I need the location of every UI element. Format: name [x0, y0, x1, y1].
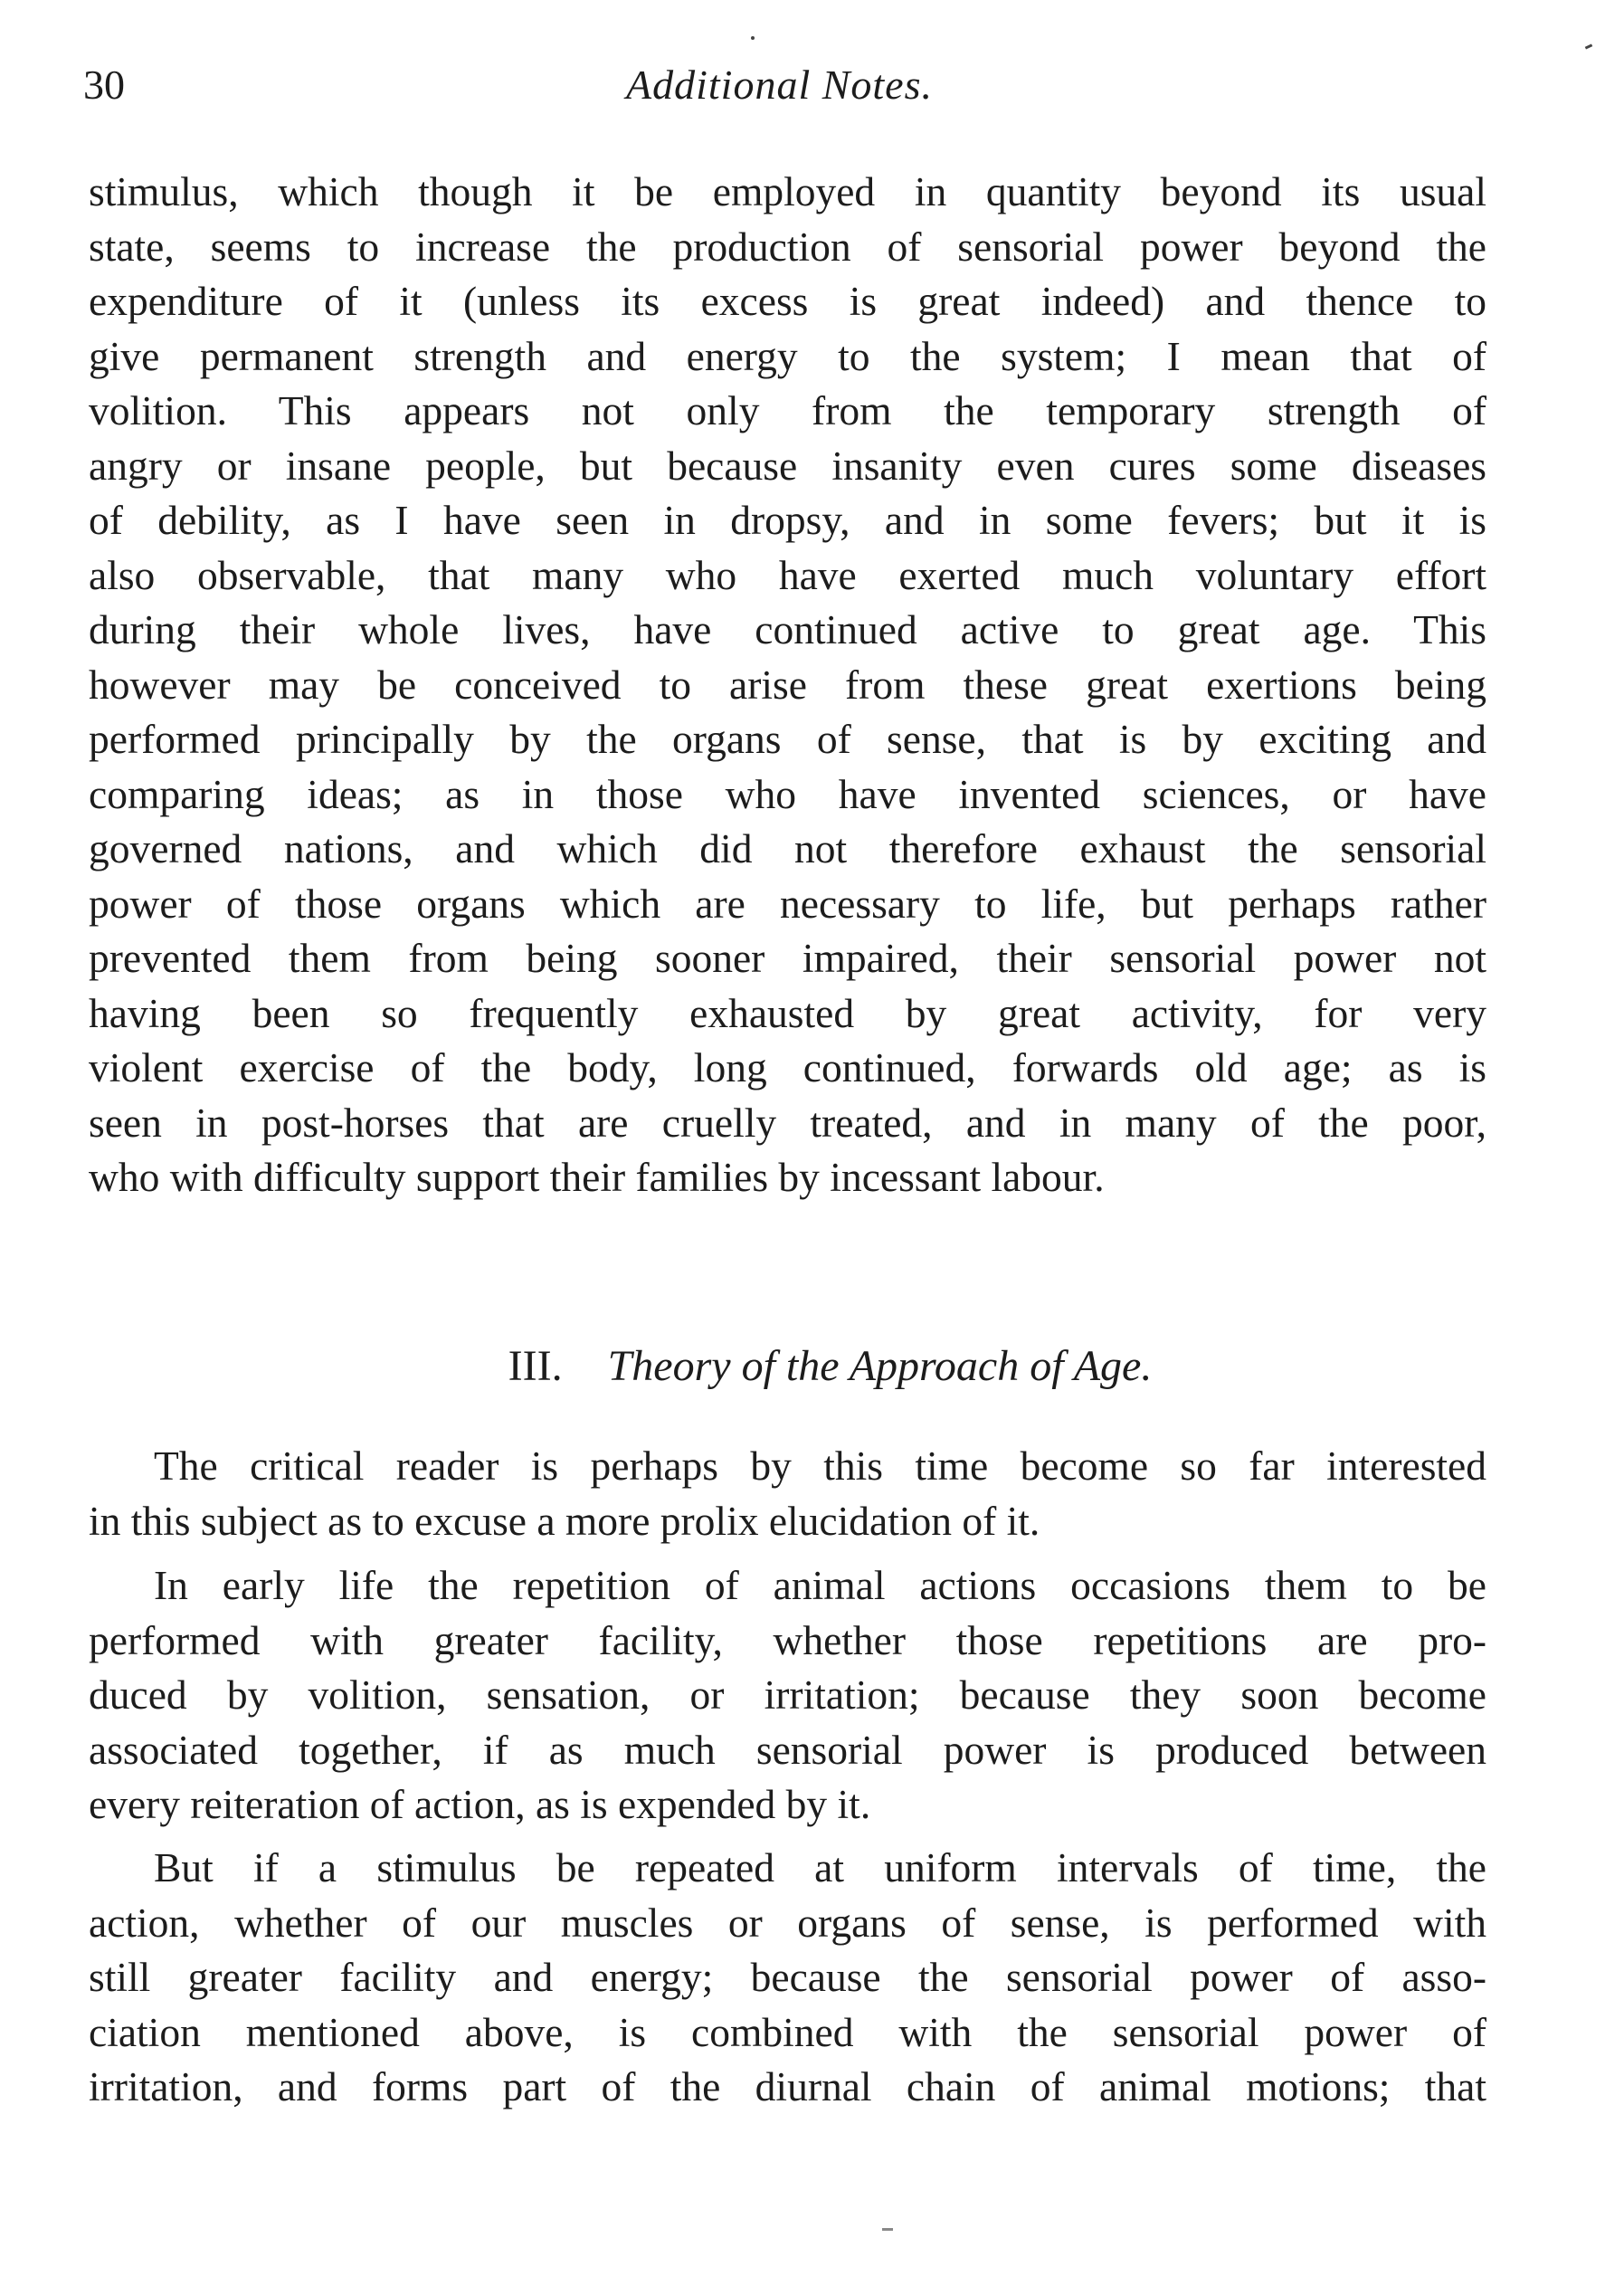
text-line: prevented them from being sooner impaired, their sensorial power not — [89, 935, 1486, 981]
text-line: associated together, if as much sensorial power is produced between — [89, 1726, 1486, 1773]
text-line: The critical reader is perhaps by this time become so far interested — [154, 1443, 1486, 1489]
text-line: give permanent strength and energy to the system; I mean that of — [89, 332, 1486, 379]
scan-speck — [1585, 43, 1593, 49]
text-line: performed with greater facility, whether those repetitions are pro- — [89, 1616, 1486, 1663]
text-line: violent exercise of the body, long continued, forwards old age; as is — [89, 1044, 1486, 1090]
section-title: Theory of the Approach of Age. — [607, 1342, 1153, 1390]
text-line: having been so frequently exhausted by great activity, for very — [89, 989, 1486, 1036]
paragraph-2 — [89, 1439, 1486, 1548]
section-numeral: III. — [508, 1342, 563, 1390]
text-line: irritation, and forms part of the diurnal chain of animal motions; that — [89, 2063, 1486, 2109]
text-line: in this subject as to excuse a more prolix elucidation of it. — [89, 1497, 1040, 1544]
text-line: In early life the repetition of animal actions occasions them to be — [154, 1562, 1486, 1608]
text-line: of debility, as I have seen in dropsy, and in some fevers; but it is — [89, 497, 1486, 543]
running-title: Additional Notes. — [626, 62, 933, 108]
text-line: still greater facility and energy; because the sensorial power of asso- — [89, 1954, 1486, 2000]
text-line: power of those organs which are necessary to life, but perhaps rather — [89, 880, 1486, 927]
paragraph-1 — [89, 165, 1486, 1205]
text-line: state, seems to increase the production of sensorial power beyond the — [89, 223, 1486, 270]
text-line: But if a stimulus be repeated at uniform intervals of time, the — [154, 1844, 1486, 1890]
paragraph-3 — [89, 1558, 1486, 1833]
text-line: performed principally by the organs of sense, that is by exciting and — [89, 716, 1486, 762]
paragraph-4 — [89, 1841, 1486, 2115]
text-line: duced by volition, sensation, or irritation; because they soon become — [89, 1671, 1486, 1718]
text-line: seen in post-horses that are cruelly treated, and in many of the poor, — [89, 1099, 1486, 1146]
text-line: during their whole lives, have continued active to great age. This — [89, 606, 1486, 652]
scan-speck — [882, 2228, 893, 2231]
text-line: stimulus, which though it be employed in quantity beyond its usual — [89, 168, 1486, 214]
scan-speck — [751, 36, 755, 40]
text-line: also observable, that many who have exerted much voluntary effort — [89, 551, 1486, 598]
text-line: comparing ideas; as in those who have invented sciences, or have — [89, 770, 1486, 817]
text-line: ciation mentioned above, is combined with the sensorial power of — [89, 2008, 1486, 2055]
text-line: every reiteration of action, as is expended by it. — [89, 1781, 871, 1827]
text-line: governed nations, and which did not therefore exhaust the sensorial — [89, 825, 1486, 871]
text-line: angry or insane people, but because insanity even cures some diseases — [89, 442, 1486, 489]
text-line: action, whether of our muscles or organs of sense, is performed with — [89, 1899, 1486, 1946]
page-number: 30 — [83, 62, 125, 108]
text-line: expenditure of it (unless its excess is great indeed) and thence to — [89, 278, 1486, 324]
text-line: volition. This appears not only from the temporary strength of — [89, 387, 1486, 433]
text-line: however may be conceived to arise from these great exertions being — [89, 661, 1486, 708]
page-header — [83, 58, 1495, 121]
section-heading — [0, 1338, 1624, 1395]
text-line: who with difficulty support their families by incessant labour. — [89, 1154, 1105, 1200]
